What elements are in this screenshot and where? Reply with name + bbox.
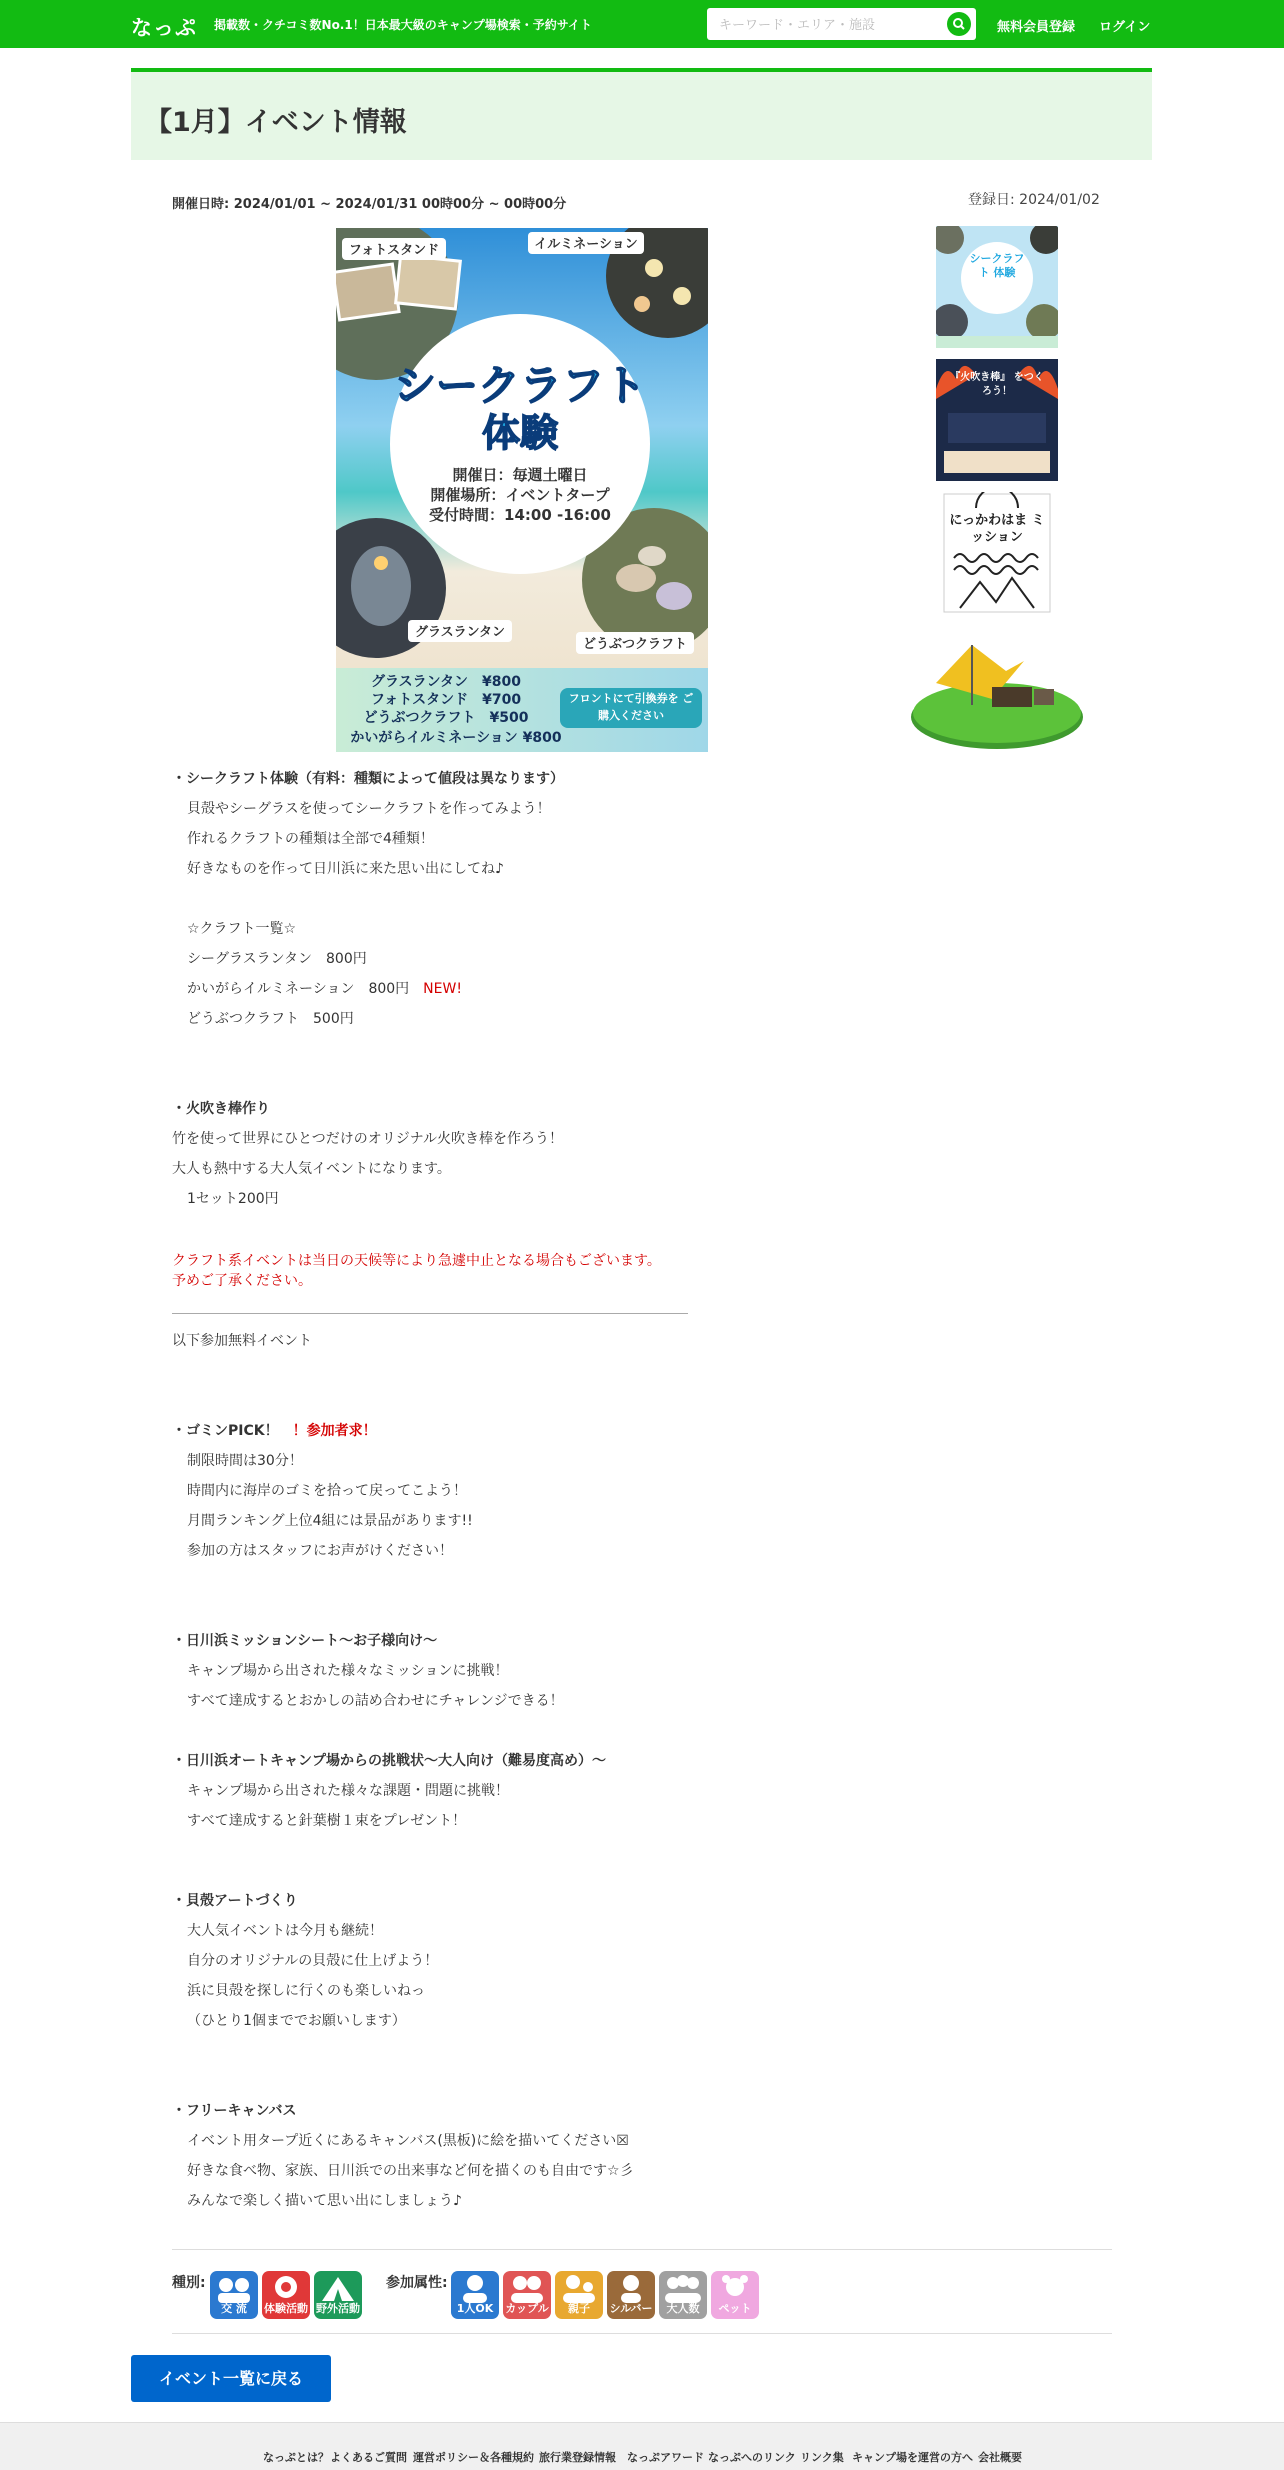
desc-gomipick-heading xyxy=(172,1420,377,1440)
poster-label-photostand: フォトスタンド xyxy=(348,243,440,258)
new-badge: NEW! xyxy=(423,981,462,997)
page-title-box xyxy=(131,68,1152,160)
footer-link-award[interactable]: なっぷアワード xyxy=(627,2451,704,2464)
page-title: 【1月】イベント情報 xyxy=(145,107,407,138)
thumbnail-3[interactable] xyxy=(936,492,1058,614)
footer-link-policy[interactable]: 運営ポリシー＆各種規約 xyxy=(413,2451,534,2464)
poster-label-glasslantern: グラスランタン xyxy=(414,625,506,640)
free-events-heading: 以下参加無料イベント xyxy=(172,1333,312,1349)
thumbnail-2-title: 『火吹き棒』 をつくろう！ xyxy=(950,372,1044,397)
poster-note: フロントにて引換券を ご購入ください xyxy=(568,692,694,722)
desc-line: キャンプ場から出された様々な課題・問題に挑戦！ xyxy=(187,1783,509,1799)
poster-price-2: フォトスタンド ¥700 xyxy=(370,692,522,708)
desc-line: どうぶつクラフト 500円 xyxy=(187,1011,354,1027)
poster-title-1: シークラフト xyxy=(393,361,647,410)
desc-canvas-heading: ・フリーキャンバス xyxy=(172,2103,297,2119)
cancel-warning-2: 予めご了承ください。 xyxy=(172,1273,312,1289)
poster-price-4: かいがらイルミネーション ¥800 xyxy=(350,730,562,746)
footer-link-link-to-nap[interactable]: なっぷへのリンク xyxy=(708,2451,796,2464)
poster-info-3: 受付時間：14:00 -16:00 xyxy=(429,506,611,524)
attr-tag-text: 大人数 xyxy=(666,2302,700,2315)
desc-line: すべて達成するとおかしの詰め合わせにチャレンジできる！ xyxy=(187,1693,564,1709)
footer-link-faq[interactable]: よくあるご質問 xyxy=(330,2451,407,2464)
attr-tag-text: カップル xyxy=(505,2302,549,2315)
desc-line: 竹を使って世界にひとつだけのオリジナル火吹き棒を作ろう！ xyxy=(172,1131,564,1147)
attr-tag-solo[interactable] xyxy=(451,2271,499,2319)
thumbnail-1[interactable] xyxy=(936,226,1058,348)
poster-info-1: 開催日：毎週土曜日 xyxy=(452,466,588,484)
attr-tag-couple[interactable] xyxy=(503,2271,551,2319)
desc-line-text: かいがらイルミネーション 800円 xyxy=(187,981,424,997)
login-link[interactable]: ログイン xyxy=(1099,20,1151,35)
footer-link-travel-registration[interactable]: 旅行業登録情報 xyxy=(539,2451,616,2464)
thumbnail-1-title: シークラフト 体験 xyxy=(969,252,1025,279)
footer-link-about[interactable]: なっぷとは？ xyxy=(263,2451,329,2464)
desc-mission-heading: ・日川浜ミッションシート～お子様向け～ xyxy=(172,1633,438,1649)
poster-label-illumination: イルミネーション xyxy=(534,237,638,252)
desc-line: 好きなものを作って日川浜に来た思い出にしてね♪ xyxy=(187,861,504,877)
desc-line: 好きな食べ物、家族、日川浜での出来事など何を描くのも自由です☆彡 xyxy=(187,2163,634,2179)
search-box xyxy=(707,8,976,40)
desc-line: 自分のオリジナルの貝殻に仕上げよう！ xyxy=(187,1953,439,1969)
poster-price-3: どうぶつクラフト ¥500 xyxy=(363,710,529,726)
cancel-warning: クラフト系イベントは当日の天候等により急遽中止となる場合もございます。 xyxy=(172,1253,661,1269)
back-to-events-button[interactable]: イベント一覧に戻る xyxy=(131,2355,331,2402)
attr-tag-family[interactable] xyxy=(555,2271,603,2319)
type-tag-text: 体験活動 xyxy=(264,2302,308,2315)
registered-date: 登録日: 2024/01/02 xyxy=(968,192,1100,208)
desc-line: キャンプ場から出された様々なミッションに挑戦！ xyxy=(187,1663,509,1679)
footer-link-company[interactable]: 会社概要 xyxy=(978,2451,1022,2464)
type-tag-outdoor[interactable] xyxy=(314,2271,362,2319)
attr-tag-text: 親子 xyxy=(568,2302,590,2315)
poster-title-2: 体験 xyxy=(481,411,559,455)
desc-line: 1セット200円 xyxy=(187,1191,279,1207)
desc-challenge-heading: ・日川浜オートキャンプ場からの挑戦状～大人向け（難易度高め）～ xyxy=(172,1753,606,1769)
desc-seacraft-heading: ・シークラフト体験（有料：種類によって値段は異なります） xyxy=(172,771,564,787)
desc-line: 作れるクラフトの種類は全部で4種類！ xyxy=(187,831,434,847)
poster-price-1: グラスランタン ¥800 xyxy=(371,674,521,690)
desc-line: 貝殻やシーグラスを使ってシークラフトを作ってみよう！ xyxy=(187,801,551,817)
thumbnail-3-title: にっかわはま ミッション xyxy=(949,513,1045,545)
desc-line: イベント用タープ近くにあるキャンバス(黒板)に絵を描いてください☒ xyxy=(187,2133,629,2149)
desc-line: みんなで楽しく描いて思い出にしましょう♪ xyxy=(187,2193,462,2209)
search-icon xyxy=(947,12,971,36)
desc-line xyxy=(187,978,462,998)
attr-tag-senior[interactable] xyxy=(607,2271,655,2319)
participants-wanted: ！参加者求！ xyxy=(292,1423,377,1439)
poster-label-animalcraft: どうぶつクラフト xyxy=(582,637,688,652)
desc-shellart-heading: ・貝殻アートづくり xyxy=(172,1893,298,1909)
thumbnail-2[interactable] xyxy=(936,359,1058,481)
type-tag-exchange[interactable] xyxy=(210,2271,258,2319)
footer-link-for-operators[interactable]: キャンプ場を運営の方へ xyxy=(852,2451,973,2464)
desc-line: 月間ランキング上位4組には景品があります!! xyxy=(187,1513,473,1529)
tags-divider-top xyxy=(172,2249,1112,2250)
desc-line: すべて達成すると針葉樹１束をプレゼント！ xyxy=(187,1813,467,1829)
poster-info-2: 開催場所：イベントタープ xyxy=(430,486,610,504)
attribute-label: 参加属性: xyxy=(386,2275,448,2291)
desc-line: 参加の方はスタッフにお声がけください！ xyxy=(187,1543,453,1559)
desc-fukibou-heading: ・火吹き棒作り xyxy=(172,1101,270,1117)
type-tag-experience[interactable] xyxy=(262,2271,310,2319)
desc-line: ☆クラフト一覧☆ xyxy=(187,921,297,937)
type-label: 種別: xyxy=(172,2275,206,2291)
site-header xyxy=(0,0,1284,48)
site-tagline: 掲載数・クチコミ数No.1！日本最大級のキャンプ場検索・予約サイト xyxy=(214,18,592,32)
footer-link-links[interactable]: リンク集 xyxy=(800,2451,844,2464)
event-poster-image[interactable] xyxy=(336,228,708,752)
thumbnail-4[interactable] xyxy=(906,625,1088,753)
type-tag-text: 交 流 xyxy=(221,2302,247,2315)
desc-line: シーグラスランタン 800円 xyxy=(187,951,367,967)
divider xyxy=(172,1313,688,1314)
tags-divider-bottom xyxy=(172,2333,1112,2334)
attr-tag-group[interactable] xyxy=(659,2271,707,2319)
register-link[interactable]: 無料会員登録 xyxy=(997,20,1076,35)
site-footer xyxy=(0,2422,1284,2470)
desc-line: 大人気イベントは今月も継続！ xyxy=(187,1923,383,1939)
desc-line: 浜に貝殻を探しに行くのも楽しいねっ xyxy=(187,1983,425,1999)
search-input[interactable] xyxy=(717,14,936,36)
attr-tag-text: ペット xyxy=(718,2302,752,2315)
event-dates: 開催日時: 2024/01/01 ~ 2024/01/31 00時00分 ~ 00時00分 xyxy=(172,197,567,212)
desc-line: 時間内に海岸のゴミを拾って戻ってこよう！ xyxy=(187,1483,467,1499)
desc-heading-text: ・ゴミンPICK！ xyxy=(172,1423,293,1439)
attr-tag-text: シルバー xyxy=(609,2302,653,2315)
search-button[interactable] xyxy=(947,12,971,36)
desc-line: （ひとり1個まででお願いします） xyxy=(187,2013,406,2029)
site-logo[interactable]: なっぷ xyxy=(131,16,197,40)
desc-line: 制限時間は30分！ xyxy=(187,1453,303,1469)
attr-tag-text: 1人OK xyxy=(456,2302,494,2315)
type-tag-text: 野外活動 xyxy=(316,2302,360,2315)
desc-line: 大人も熱中する大人気イベントになります。 xyxy=(172,1161,451,1177)
attr-tag-pet[interactable] xyxy=(711,2271,759,2319)
